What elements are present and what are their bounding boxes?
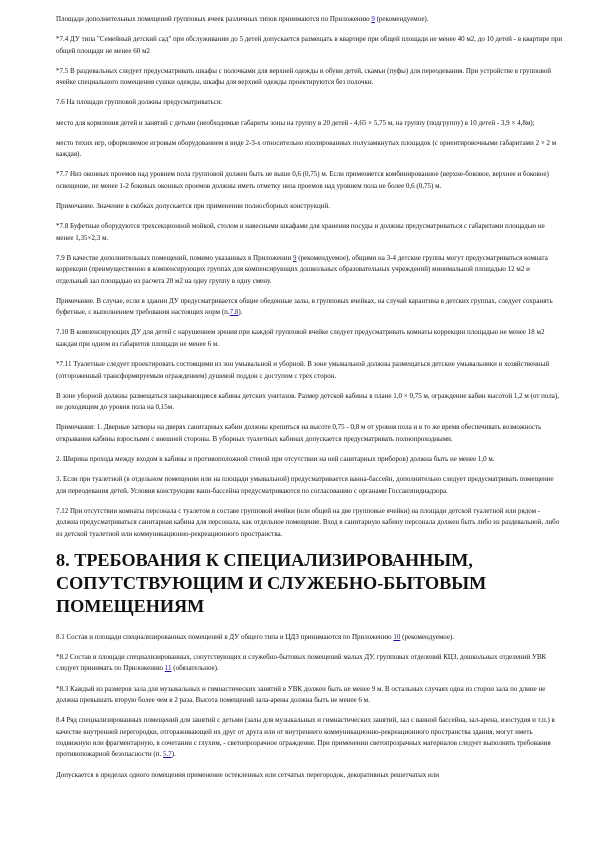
section-8-heading: 8. ТРЕБОВАНИЯ К СПЕЦИАЛИЗИРОВАННЫМ, СОПУТСТВУЮЩИМ И СЛУЖЕБНО-БЫТОВЫМ ПОМЕЩЕНИЯМ [56,549,487,616]
reference-link[interactable]: 10 [393,632,401,641]
paragraph-text: *7.7 Низ оконных проемов над уровнем пола групповой должен быть не выше 0,6 (0,75) м. Если применяется комбинированное (верхне-боковое, верхнее и боковое) освещение, не менее 1-2 боковых оконных проемов должны иметь отметку низа проемов над уровнем пола не более 0,6 (0,75) м. [56,170,549,190]
paragraph-text: 8.4 Ряд специализированных помещений для занятий с детьми (залы для музыкальных и гимнастических занятий, зал с ванной бассейна, зал-арена, изостудия и т.п.) в качестве внутренней перегородки, отгораживающей их друг от друга или от внутреннего коммуникационно-рекреационного пространства здания, могут иметь подвижную или фрагментарную, в сочетании с глухим, - светопрозрачное ограждение. При применении светопрозрачных материалов следует выполнять требования противопожарной безопасности (п. [56,716,555,759]
paragraph-text: *8.3 Каждый из размеров зала для музыкальных и гимнастических занятий в УВК должен быть не менее 9 м. В остальных случаях одна из сторон зала по длине не должна превышать вторую более чем в 2 раза. Высота помещений зала-арены должна быть не менее 6 м. [56,684,546,704]
paragraph-text: 7.10 В компенсирующих ДУ для детей с нарушением зрения при каждой групповой ячейке следует предусматривать комнаты коррекции площадью не менее 18 м2 каждая при одном из габаритов площади не менее 6 м. [56,328,545,348]
paragraph-text: (рекомендуемое). [374,15,429,23]
paragraph [56,97,563,108]
paragraph-text: 3. Если при туалетной (в отдельном помещении или на площади умывальной) предусматривается ванна-бассейн, дополнительно следует предусматривать помещение для переодевания детей. Условия конструкции ванн-бассейна предусматриваются по согласованию с органами Госсанэпиднадзора. [56,475,554,495]
paragraph-text: 2. Ширина прохода между входом в кабины и противоположной стеной при отсутствии на ней санитарных приборов) должна быть не менее 1,0 м. [56,454,495,463]
paragraph-text: ). [171,750,176,759]
paragraph-text: Допускается в пределах одного помещения применение остекленных или сетчатых перегородок, декоративных решетчатых или [56,770,440,779]
paragraph [56,652,563,675]
paragraph-text: *7.11 Туалетные следует проектировать состоящими из зон умывальной и уборной. В зоне умывальной должны размещаться детские умывальники и хозяйственный (отгороженный трансформируемым ограждением) душевой поддон с доступом с трех сторон. [56,360,550,380]
paragraph-text: (рекомендуемое). [400,632,455,641]
paragraph-text: ). [238,308,243,317]
paragraph [56,684,563,707]
section-7-paragraphs [56,14,563,540]
paragraph-text: (рекомендуемое), общими на 3-4 детские группы могут предусматриваться комната коррекции (преимущественно в компенсирующих группах для компенсирующих дошкольных образовательных учреждений) минимальной площадью 12 м2 и отдельный зал площадью из расчета 20 м2 на одну группу в одну смену. [56,253,548,285]
paragraph [56,506,563,540]
section-8-paragraphs [56,632,563,781]
paragraph [56,14,563,25]
paragraph-text: *7.8 Буфетные оборудуются трехсекционной мойкой, столом и навесными шкафами для хранения посуды и должны предусматриваться с габаритами площадью не менее 1,35×2,3 м. [56,222,545,242]
paragraph-text: *7.4 ДУ типа "Семейный детский сад" при обслуживании до 5 детей допускается размещать в квартире при общей площади не менее 40 м2, до 10 детей - в квартире при общей площади не менее 60 м2 [56,35,563,55]
paragraph [56,138,563,161]
reference-link[interactable]: 5.7 [162,750,172,759]
paragraph-text: Примечание. Значение в скобках допускается при применении полносборных конструкций. [56,202,330,211]
paragraph [56,391,563,414]
paragraph [56,632,563,643]
paragraph-text: 7.12 При отсутствии комнаты персонала с туалетом в составе групповой ячейки (или общей на две групповые ячейки) на площади детской туалетной или рядом - должна предусматриваться санитарная кабина для персонала, как отдельное помещение. Вход в санитарную кабину персонала должен быть либо из раздевальной, либо из детской туалетной или коммуникационно-рекреационного пространства. [56,506,560,538]
paragraph [56,715,563,761]
paragraph [56,454,563,465]
paragraph [56,66,563,89]
paragraph-text: Примечание. В случае, если в здании ДУ предусматривается общие обеденные залы, в групповых ячейках, на случай карантина в детских группах, следует сохранять буфетные, с выполнением требования настоящих норм (п. [56,296,553,317]
paragraph-text: 7.9 В качестве дополнительных помещений, помимо указанных в Приложении [56,253,293,262]
paragraph [56,221,563,244]
reference-link[interactable]: 9 [292,253,297,262]
paragraph-text: место тихих игр, оформляемое игровым оборудованием в виде 2-3-х относительно изолированных полузамкнутых площадок (с ориентировочными габаритами 2 × 2 м каждая). [56,138,557,159]
paragraph-text: В зоне уборной должны размещаться закрывающиеся кабины детских унитазов. Размер детской кабины в плане 1,0 × 0,75 м, ограждение кабин высотой 1,2 м (от пола), не доходящим до уровня пола на 0,15м. [56,391,559,412]
paragraph [56,118,563,129]
paragraph-text: 7.6 На площади групповой должны предусматриваться: [56,98,223,107]
reference-link[interactable]: 9 [371,15,375,23]
paragraph [56,474,563,497]
paragraph-text: *8.2 Состав и площади специализированных, сопутствующих и служебно-бытовых помещений малых ДУ, групповых отделений КЦЗ, дошкольных отделений УВК следует принимать по Приложению [56,652,547,673]
paragraph-text: *7.5 В раздевальных следует предусматривать шкафы с полочками для верхней одежды и обуви детей, скамьи (пуфы) для переодевания. При устройстве в групповой ячейке специального помещения сушки одежды, шкафы для верхней одежды проектируются без полочки. [56,66,552,87]
paragraph [56,770,563,781]
paragraph-text: 8.1 Состав и площади специализированных помещений в ДУ общего типа и ЦДЗ принимаются по Приложению [56,632,394,641]
reference-link[interactable]: 11 [164,664,172,673]
paragraph-text: место для кормления детей и занятий с детьми (необходимые габариты зоны на группу в 20 детей - 4,65 × 5,75 м, на группу (подгруппу) в 10 детей - 3,9 × 4,8м); [56,118,535,127]
paragraph [56,169,563,192]
paragraph [56,34,563,57]
paragraph [56,296,563,319]
reference-link[interactable]: 7.8 [229,308,239,317]
paragraph-text: Примечания: 1. Дверные затворы на дверях санитарных кабин должны крепиться на высоте 0,75 - 0,8 м от уровня пола и в то же время обеспечивать возможность открывания кабины взрослыми с внешней стороны. В уборных туалетных кабинах допускается предусматривать полнопроходными. [56,423,542,443]
paragraph [56,359,563,382]
paragraph [56,201,563,212]
paragraph [56,327,563,350]
paragraph [56,253,563,287]
paragraph-text: (обязательное). [171,664,219,673]
paragraph [56,422,563,445]
paragraph-text: Площади дополнительных помещений групповых ячеек различных типов принимаются по Приложению [56,15,372,23]
